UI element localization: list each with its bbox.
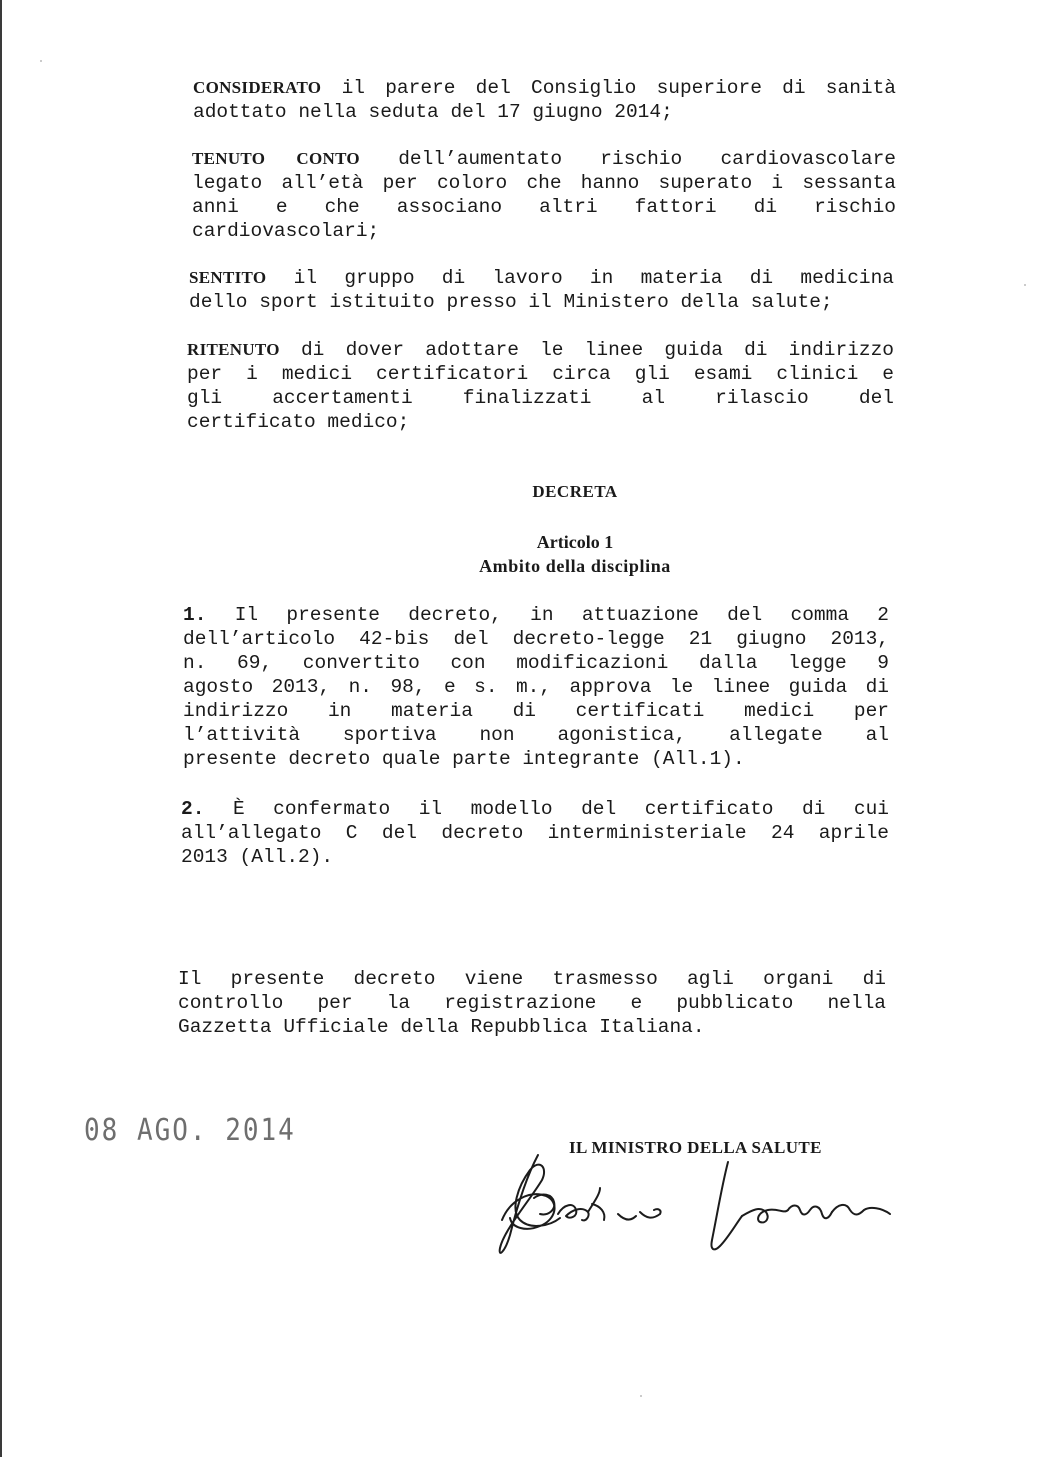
scan-edge xyxy=(0,0,2,1457)
keyword-considerato: CONSIDERATO xyxy=(193,78,322,97)
keyword-sentito: SENTITO xyxy=(189,268,267,287)
article-subtitle: Ambito della disciplina xyxy=(479,556,671,576)
decreta-heading: DECRETA xyxy=(532,482,618,501)
comma-2-number: 2. xyxy=(181,798,205,820)
paragraph-comma-1: 1. Il presente decreto, in attuazione del comma 2 dell’articolo 42-bis del decreto-legge 21 giugno 2013, n. 69, convertito con modificazioni dalla legge 9 agosto 2013, n. 98, e s. m., approva le linee guida di indirizzo in materia di certificati medici per l’attività sportiva non agonistica, allegate al presente decreto quale parte integrante (All.1). xyxy=(183,604,889,770)
paragraph-tenuto-conto: TENUTO CONTO dell’aumentato rischio cardiovascolare legato all’età per coloro che hanno superato i sessanta anni e che associano altri fattori di rischio cardiovascolari; xyxy=(192,148,896,242)
date-stamp: 08 AGO. 2014 xyxy=(84,1113,296,1149)
scan-speck xyxy=(640,1395,642,1397)
paragraph-closing: Il presente decreto viene trasmesso agli organi di controllo per la registrazione e pubblicato nella Gazzetta Ufficiale della Repubblica Italiana. xyxy=(178,968,886,1038)
scan-speck xyxy=(1024,284,1026,286)
comma-1-number: 1. xyxy=(183,604,207,626)
keyword-ritenuto: RITENUTO xyxy=(187,340,280,359)
paragraph-comma-2: 2. È confermato il modello del certificato di cui all’allegato C del decreto interministeriale 24 aprile 2013 (All.2). xyxy=(181,798,889,868)
signature-mark xyxy=(490,1140,900,1270)
paragraph-considerato: CONSIDERATO il parere del Consiglio superiore di sanità adottato nella seduta del 17 giugno 2014; xyxy=(193,77,896,123)
paragraph-sentito: SENTITO il gruppo di lavoro in materia di medicina dello sport istituito presso il Ministero della salute; xyxy=(189,267,895,313)
paragraph-ritenuto: RITENUTO di dover adottare le linee guida di indirizzo per i medici certificatori circa gli esami clinici e gli accertamenti finalizzati al rilascio del certificato medico; xyxy=(187,339,895,433)
keyword-tenuto-conto: TENUTO CONTO xyxy=(192,149,360,168)
article-heading xyxy=(400,530,750,578)
article-title: Articolo 1 xyxy=(536,532,614,552)
scan-speck xyxy=(40,60,42,62)
signatory-title: IL MINISTRO DELLA SALUTE xyxy=(569,1138,822,1157)
